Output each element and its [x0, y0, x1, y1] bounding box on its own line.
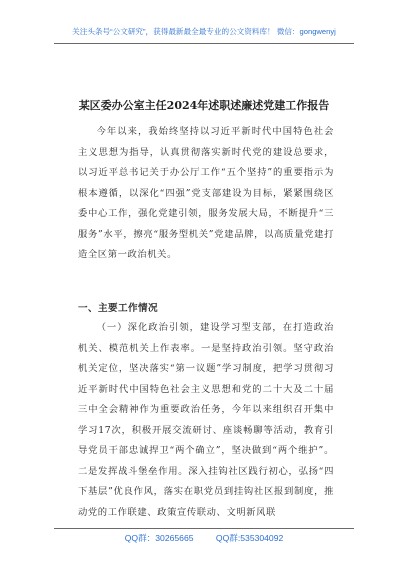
intro-paragraph-block — [78, 122, 334, 266]
header-divider — [54, 43, 354, 44]
intro-paragraph: 今年以来，我始终坚持以习近平新时代中国特色社会主义思想为指导，认真贯彻落实新时代党的建设总要求，以习近平总书记关于办公厅工作“五个坚持”的重要指示为根本遵循，以深化“四强”党支部建设为目标，紧紧围绕区委中心工作，强化党建引领，服务发展大局，不断提升“三服务”水平，擦亮“服务型机关”党建品牌，以高质量党建打造全区第一政治机关。 — [78, 126, 334, 260]
footer-divider — [54, 528, 354, 529]
header-banner: 关注头条号“公文研究”，获得最新最全最专业的公文资料库！ 微信：gongwenyj — [72, 27, 336, 36]
section-paragraph-block — [78, 318, 334, 523]
footer-qq-group-2: QQ群:535304092 — [215, 533, 284, 543]
section-heading: 一、主要工作情况 — [78, 303, 158, 314]
footer-qq-group-1: QQ群：30265665 — [124, 533, 194, 543]
section-paragraph: （一）深化政治引领，建设学习型支部，在打造政治机关、模范机关上作表率。一是坚持政治引领。坚守政治机关定位，坚决落实“第一议题”学习制度，把学习贯彻习近平新时代中国特色社会主义思想和党的二十大及二十届三中全会精神作为重要政治任务，今年以来组织召开集中学习17次，积极开展交流研讨、座谈畅聊等活动，教育引导党员干部忠诚捍卫“两个确立”，坚决做到“两个维护”。二是发挥战斗堡垒作用。深入挂钩社区践行初心，弘扬“四下基层”优良作风，落实在职党员到挂钩社区报到制度，推动党的工作联建、政策宣传联动、文明新风联 — [78, 322, 334, 518]
footer — [0, 532, 408, 544]
document-title: 某区委办公室主任2024年述职述廉述党建工作报告 — [78, 99, 330, 112]
